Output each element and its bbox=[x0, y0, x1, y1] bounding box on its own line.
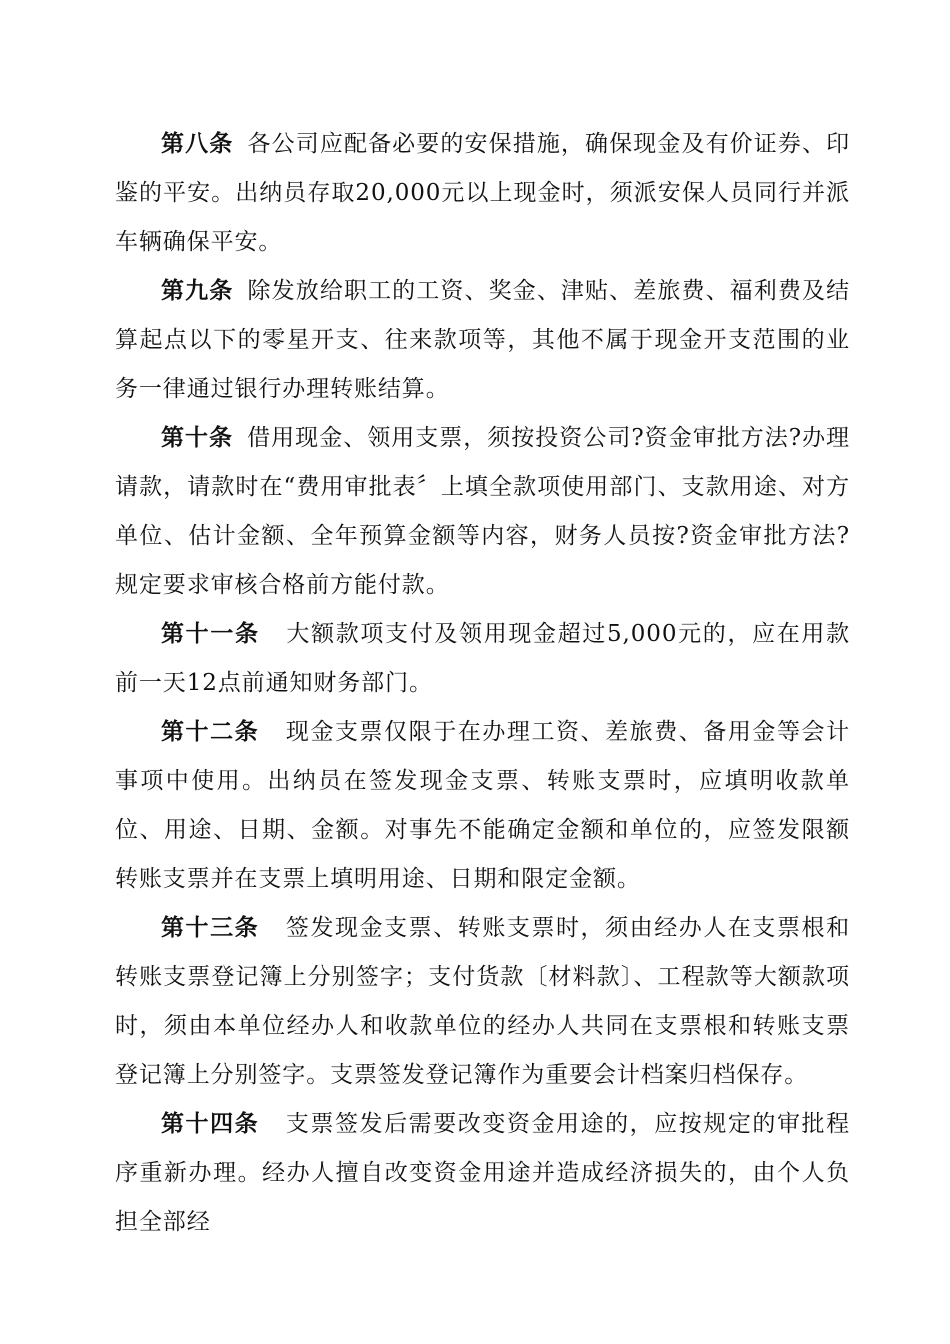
article-text: 除发放给职工的工资、奖金、津贴、差旅费、福利费及结算起点以下的零星开支、往来款项等，其他不属于现金开支范围的业务一律通过银行办理转账结算。 bbox=[115, 278, 851, 402]
article-title: 第十一条 bbox=[161, 621, 260, 647]
article-text: 支票签发后需要改变资金用途的，应按规定的审批程序重新办理。经办人擅自改变资金用途并造成经济损失的，由个人负担全部经 bbox=[115, 1111, 851, 1235]
article-title: 第十三条 bbox=[161, 915, 260, 941]
article-10 bbox=[115, 414, 850, 610]
article-title: 第十二条 bbox=[161, 719, 260, 745]
article-8 bbox=[115, 120, 850, 267]
article-title: 第十四条 bbox=[161, 1111, 260, 1137]
article-9 bbox=[115, 267, 850, 414]
article-text: 借用现金、领用支票，须按投资公司?资金审批方法?办理请款，请款时在“费用审批表〞上填全款项使用部门、支款用途、对方单位、估计金额、全年预算金额等内容，财务人员按?资金审批方法?规定要求审核合格前方能付款。 bbox=[115, 425, 851, 598]
document-body bbox=[115, 120, 850, 1247]
article-13 bbox=[115, 904, 850, 1100]
article-title: 第九条 bbox=[161, 278, 234, 304]
article-text: 现金支票仅限于在办理工资、差旅费、备用金等会计事项中使用。出纳员在签发现金支票、转账支票时，应填明收款单位、用途、日期、金额。对事先不能确定金额和单位的，应签发限额转账支票并在支票上填明用途、日期和限定金额。 bbox=[115, 719, 851, 892]
article-text: 各公司应配备必要的安保措施，确保现金及有价证券、印鉴的平安。出纳员存取20,000元以上现金时，须派安保人员同行并派车辆确保平安。 bbox=[115, 131, 851, 255]
article-11 bbox=[115, 610, 850, 708]
article-14 bbox=[115, 1100, 850, 1247]
article-title: 第八条 bbox=[161, 131, 234, 157]
article-text: 大额款项支付及领用现金超过5,000元的，应在用款前一天12点前通知财务部门。 bbox=[115, 621, 850, 696]
article-title: 第十条 bbox=[161, 425, 234, 451]
article-text: 签发现金支票、转账支票时，须由经办人在支票根和转账支票登记簿上分别签字；支付货款〔材料款〕、工程款等大额款项时，须由本单位经办人和收款单位的经办人共同在支票根和转账支票登记簿上分别签字。支票签发登记簿作为重要会计档案归档保存。 bbox=[115, 915, 851, 1088]
article-12 bbox=[115, 708, 850, 904]
